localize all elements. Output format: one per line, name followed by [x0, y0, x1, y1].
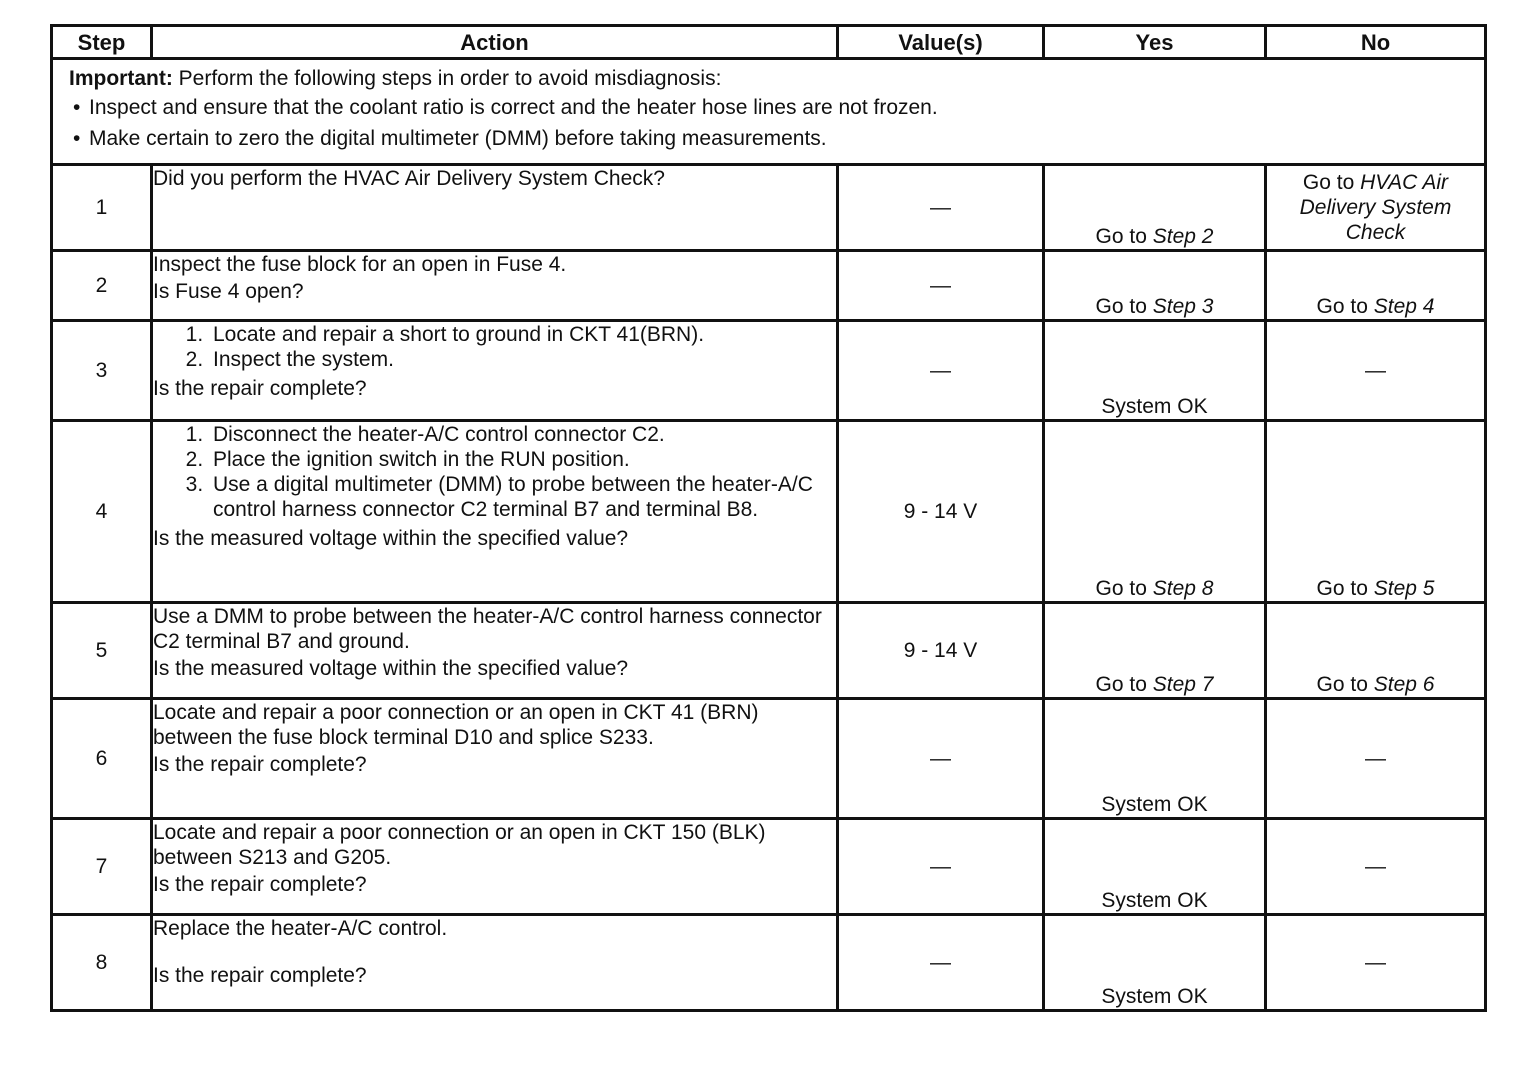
action-step: 1. Disconnect the heater-A/C control connector C2. [209, 422, 836, 447]
step-number: 6 [52, 699, 152, 819]
action-cell [152, 321, 838, 421]
action-cell [152, 421, 838, 603]
action-question: Is the repair complete? [153, 753, 367, 776]
no-cell: — [1266, 321, 1486, 421]
step-number: 3 [52, 321, 152, 421]
header-action: Action [152, 26, 838, 59]
action-cell [152, 915, 838, 1011]
yes-cell: System OK [1044, 915, 1266, 1011]
value-cell: — [838, 915, 1044, 1011]
yes-cell [1044, 603, 1266, 699]
no-cell [1266, 251, 1486, 321]
action-steps [153, 322, 836, 372]
action-steps [153, 422, 836, 522]
header-no: No [1266, 26, 1486, 59]
action-step: 2. Inspect the system. [209, 347, 836, 372]
action-question: Is the repair complete? [153, 964, 367, 987]
step-number: 7 [52, 819, 152, 915]
step-number: 5 [52, 603, 152, 699]
action-cell [152, 251, 838, 321]
yes-cell [1044, 421, 1266, 603]
value-cell: 9 - 14 V [838, 421, 1044, 603]
no-prefix: Go to [1316, 577, 1368, 600]
action-question: Is the repair complete? [153, 377, 367, 400]
no-cell: — [1266, 915, 1486, 1011]
header-yes: Yes [1044, 26, 1266, 59]
action-cell [152, 819, 838, 915]
step-number: 4 [52, 421, 152, 603]
yes-link[interactable]: Step 8 [1152, 577, 1214, 600]
no-cell [1266, 165, 1486, 251]
value-cell: — [838, 819, 1044, 915]
yes-link[interactable]: Step 3 [1152, 295, 1214, 318]
diagnostic-table [50, 24, 1487, 1012]
important-bullets [69, 95, 1470, 151]
no-link[interactable]: Step 4 [1373, 295, 1435, 318]
action-text: Replace the heater-A/C control. [153, 917, 448, 940]
no-cell: — [1266, 699, 1486, 819]
action-cell [152, 603, 838, 699]
action-text: Locate and repair a poor connection or an open in CKT 41 (BRN) between the fuse block terminal D10 and splice S233. [153, 701, 759, 749]
table-row [52, 819, 1486, 915]
action-question: Is the repair complete? [153, 873, 367, 896]
action-step: 2. Place the ignition switch in the RUN position. [209, 447, 836, 472]
no-cell [1266, 603, 1486, 699]
action-text: Inspect the fuse block for an open in Fuse 4. [153, 253, 567, 276]
table-row [52, 251, 1486, 321]
action-question: Is the measured voltage within the specified value? [153, 657, 629, 680]
yes-prefix: Go to [1095, 673, 1147, 696]
yes-cell [1044, 251, 1266, 321]
action-text: Locate and repair a poor connection or an open in CKT 150 (BLK) between S213 and G205. [153, 821, 766, 869]
value-cell: 9 - 14 V [838, 603, 1044, 699]
action-cell [152, 699, 838, 819]
yes-link[interactable]: Step 7 [1152, 673, 1214, 696]
yes-prefix: Go to [1095, 295, 1147, 318]
important-bullet: • Make certain to zero the digital multimeter (DMM) before taking measurements. [69, 126, 1470, 151]
yes-link[interactable]: Step 2 [1152, 225, 1214, 248]
yes-cell: System OK [1044, 819, 1266, 915]
table-row [52, 915, 1486, 1011]
value-cell: — [838, 251, 1044, 321]
step-number: 8 [52, 915, 152, 1011]
value-cell: — [838, 699, 1044, 819]
yes-prefix: Go to [1095, 225, 1147, 248]
important-bullet: • Inspect and ensure that the coolant ratio is correct and the heater hose lines are not frozen. [69, 95, 1470, 120]
important-row [52, 59, 1486, 165]
table-row [52, 321, 1486, 421]
yes-cell: System OK [1044, 699, 1266, 819]
value-cell: — [838, 165, 1044, 251]
action-text: Did you perform the HVAC Air Delivery System Check? [153, 167, 665, 190]
yes-cell [1044, 165, 1266, 251]
action-step: 3. Use a digital multimeter (DMM) to probe between the heater-A/C control harness connector C2 terminal B7 and terminal B8. [209, 472, 836, 522]
yes-cell: System OK [1044, 321, 1266, 421]
no-prefix: Go to [1316, 673, 1368, 696]
action-question: Is Fuse 4 open? [153, 280, 304, 303]
no-link[interactable]: HVAC Air Delivery System Check [1299, 171, 1452, 244]
important-label: Important: [69, 67, 173, 90]
value-cell: — [838, 321, 1044, 421]
important-note [52, 59, 1486, 165]
table-row [52, 421, 1486, 603]
table-row [52, 603, 1486, 699]
header-row [52, 26, 1486, 59]
step-number: 1 [52, 165, 152, 251]
important-text: Perform the following steps in order to avoid misdiagnosis: [178, 67, 722, 90]
no-link[interactable]: Step 5 [1373, 577, 1435, 600]
no-prefix: Go to [1316, 295, 1368, 318]
no-cell: — [1266, 819, 1486, 915]
action-step: 1. Locate and repair a short to ground in CKT 41(BRN). [209, 322, 836, 347]
action-cell [152, 165, 838, 251]
spacer [153, 941, 836, 963]
step-number: 2 [52, 251, 152, 321]
action-text: Use a DMM to probe between the heater-A/C control harness connector C2 terminal B7 and ground. [153, 605, 822, 653]
table-row [52, 165, 1486, 251]
yes-prefix: Go to [1095, 577, 1147, 600]
no-link[interactable]: Step 6 [1373, 673, 1435, 696]
header-step: Step [52, 26, 152, 59]
header-values: Value(s) [838, 26, 1044, 59]
action-question: Is the measured voltage within the specified value? [153, 527, 629, 550]
no-prefix: Go to [1302, 171, 1355, 194]
no-cell [1266, 421, 1486, 603]
table-row [52, 699, 1486, 819]
